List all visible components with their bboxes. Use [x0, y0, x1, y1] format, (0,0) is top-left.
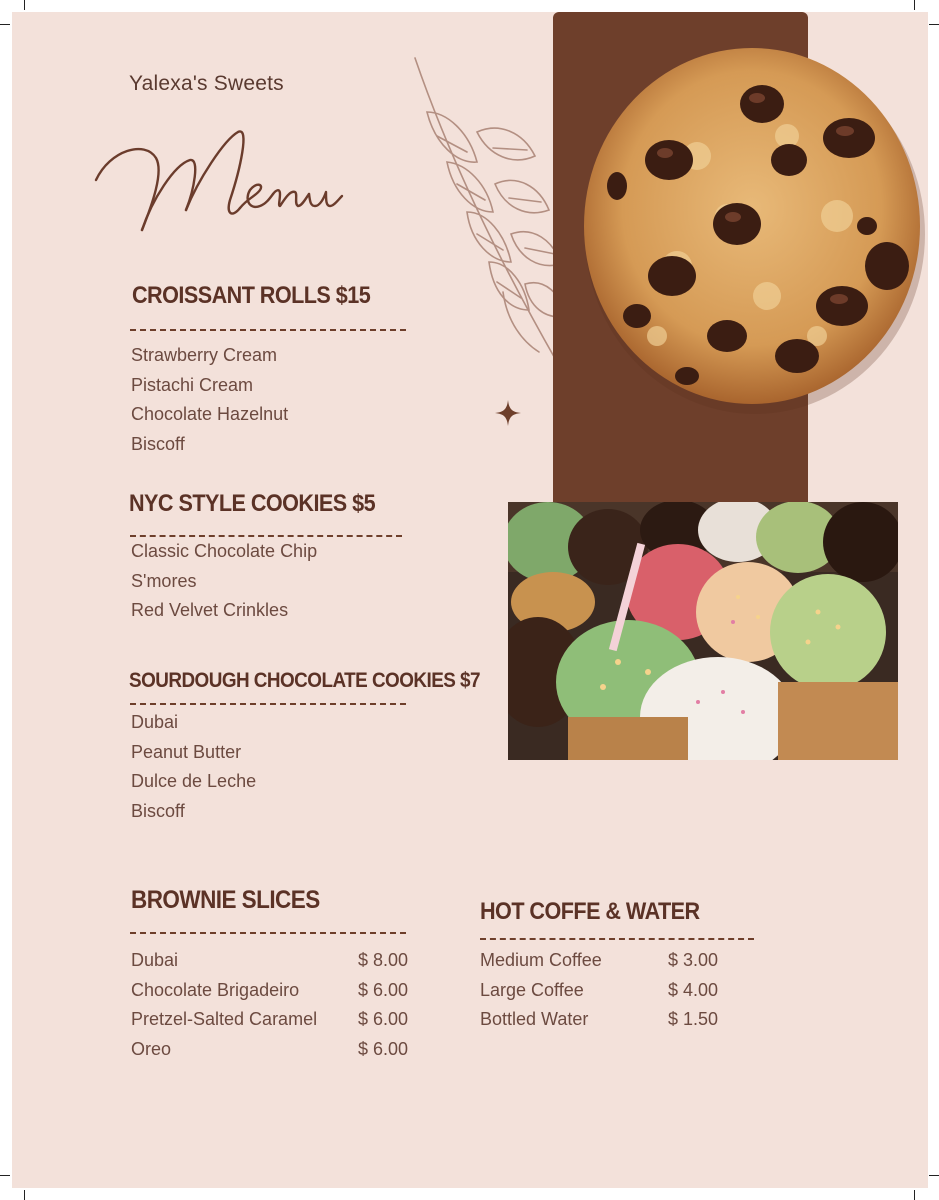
sparkle-icon [495, 400, 521, 426]
list-item [480, 1005, 740, 1035]
list-item [480, 946, 740, 976]
divider [130, 932, 406, 934]
item-price: $ 1.50 [668, 1009, 719, 1029]
hot-coffee-water-heading: HOT COFFE & WATER [480, 898, 700, 925]
item-price: $ 8.00 [358, 950, 409, 970]
chocolate-chip-cookie-photo [577, 36, 927, 426]
list-item: Biscoff [131, 800, 185, 821]
item-name: Large Coffee [480, 979, 584, 1000]
list-item: Classic Chocolate Chip [131, 541, 318, 561]
item-price: $ 4.00 [668, 979, 719, 1000]
item-name: Oreo [131, 1038, 172, 1059]
list-item [131, 946, 421, 976]
crop-mark [0, 1175, 10, 1176]
list-item [131, 1005, 421, 1035]
list-item: Dulce de Leche [131, 771, 257, 791]
menu-script-title [90, 110, 360, 250]
item-name: Medium Coffee [480, 950, 602, 970]
hot-coffee-water-list [480, 946, 740, 1035]
list-item: S'mores [131, 570, 197, 591]
list-item [131, 976, 421, 1006]
croissant-rolls-heading: CROISSANT ROLLS $15 [132, 282, 371, 309]
list-item [480, 976, 740, 1006]
sourdough-cookies-heading: SOURDOUGH CHOCOLATE COOKIES $7 [129, 669, 480, 692]
crop-mark [24, 0, 25, 10]
brand-name: Yalexa's Sweets [129, 72, 284, 95]
crop-mark [914, 0, 915, 10]
wheat-illustration-icon [407, 52, 567, 372]
crop-mark [0, 24, 10, 25]
list-item [131, 1035, 421, 1065]
item-name: Pretzel-Salted Caramel [131, 1009, 318, 1029]
croissant-rolls-list [131, 341, 288, 459]
crop-mark [24, 1190, 25, 1200]
item-price: $ 6.00 [358, 1038, 409, 1059]
item-price: $ 6.00 [358, 979, 409, 1000]
glazed-pastries-photo [508, 502, 898, 760]
divider [130, 703, 406, 705]
brownie-slices-heading: BROWNIE SLICES [131, 886, 320, 914]
nyc-style-cookies-heading: NYC STYLE COOKIES $5 [129, 490, 376, 517]
brownie-slices-list [131, 946, 421, 1064]
nyc-style-cookies-list [131, 537, 317, 626]
item-name: Dubai [131, 950, 179, 970]
divider [480, 938, 754, 940]
crop-mark [914, 1190, 915, 1200]
list-item: Dubai [131, 712, 179, 732]
list-item: Peanut Butter [131, 741, 242, 762]
list-item: Strawberry Cream [131, 345, 278, 365]
crop-mark [929, 24, 939, 25]
sourdough-cookies-list [131, 708, 256, 826]
crop-mark [929, 1175, 939, 1176]
list-item: Chocolate Hazelnut [131, 404, 289, 424]
item-name: Chocolate Brigadeiro [131, 979, 300, 1000]
list-item: Pistachi Cream [131, 374, 254, 395]
item-price: $ 3.00 [668, 950, 719, 970]
divider [130, 329, 406, 331]
list-item: Biscoff [131, 433, 185, 454]
item-name: Bottled Water [480, 1009, 589, 1029]
item-price: $ 6.00 [358, 1009, 409, 1029]
menu-page [12, 12, 928, 1188]
list-item: Red Velvet Crinkles [131, 600, 289, 620]
